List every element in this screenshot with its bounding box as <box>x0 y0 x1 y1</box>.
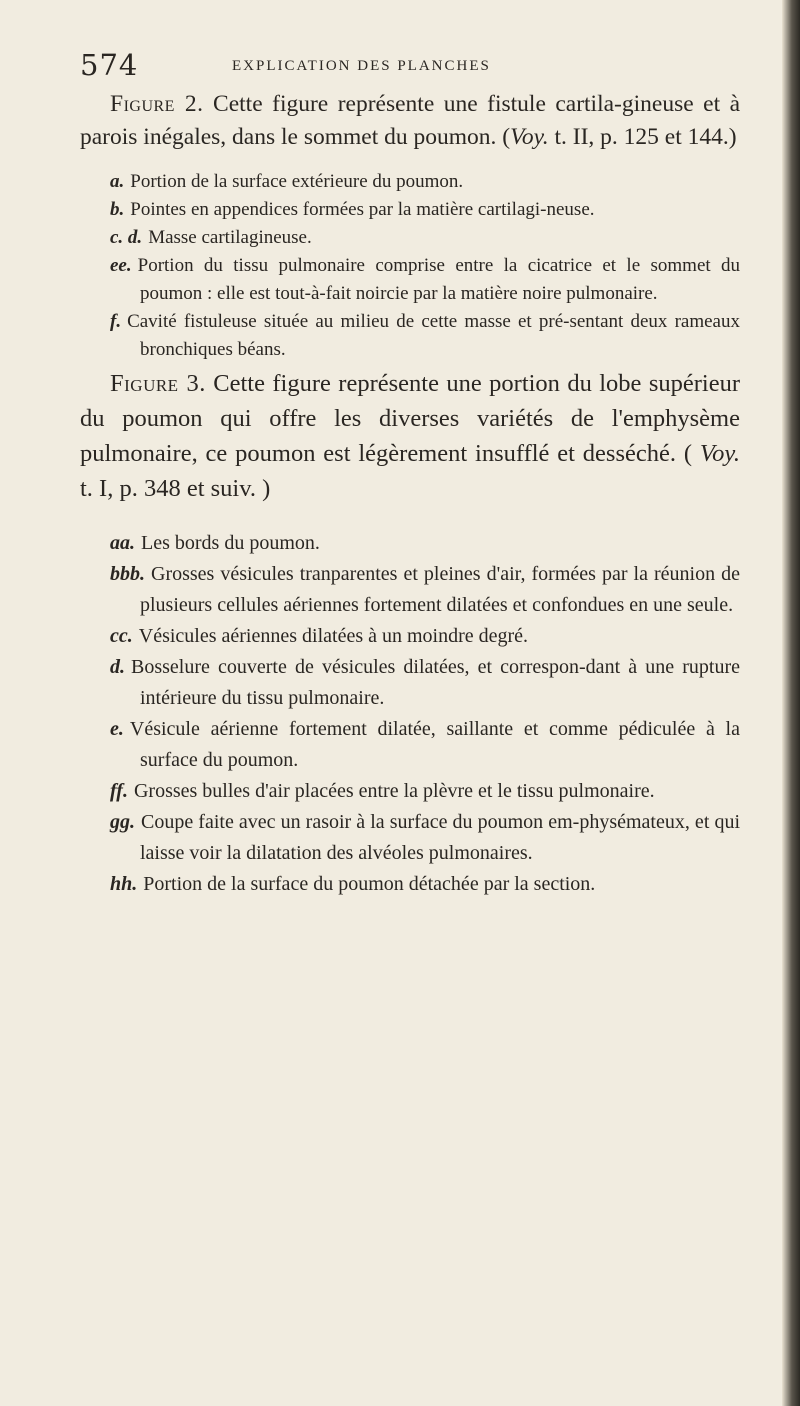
legend-text: Coupe faite avec un rasoir à la surface du poumon em-physémateux, et qui laisse voir la dilatation des alvéoles pulmonaires. <box>140 811 740 864</box>
legend-key: a. <box>110 171 125 192</box>
legend-item <box>110 196 740 224</box>
figure-2-section <box>80 88 740 364</box>
legend-key: ee. <box>110 255 132 276</box>
figure-3-legend <box>80 528 740 900</box>
legend-key: ff. <box>110 780 128 802</box>
running-head: EXPLICATION DES PLANCHES <box>232 58 491 74</box>
legend-item <box>110 528 740 559</box>
legend-item <box>110 168 740 196</box>
page-header <box>80 44 720 84</box>
legend-text: Grosses vésicules tranparentes et pleines d'air, formées par la réunion de plusieurs cellules aériennes fortement dilatées et confondues en une seule. <box>140 563 740 616</box>
figure-2-legend <box>80 168 740 364</box>
figure-2-ref-voy: Voy. <box>510 124 549 150</box>
figure-2-caption-text: Cette figure représente une fistule cartila-gineuse et à parois inégales, dans le sommet du poumon. <box>80 91 741 150</box>
page-number: 574 <box>80 48 139 82</box>
legend-item <box>110 714 740 776</box>
legend-item <box>110 252 740 308</box>
legend-key: f. <box>110 311 122 332</box>
figure-3-ref-voy: Voy. <box>699 440 740 467</box>
legend-key: d. <box>110 656 125 678</box>
legend-item <box>110 224 740 252</box>
legend-text: Bosselure couverte de vésicules dilatées, et correspon-dant à une rupture intérieure du tissu pulmonaire. <box>131 656 740 709</box>
legend-item <box>110 559 740 621</box>
legend-text: Portion du tissu pulmonaire comprise entre la cicatrice et le sommet du poumon : elle est tout-à-fait noircie par la matière noire pulmonaire. <box>137 255 740 304</box>
legend-text: Portion de la surface extérieure du poumon. <box>130 171 464 192</box>
figure-3-section <box>80 366 740 900</box>
legend-text: Portion de la surface du poumon détachée par la section. <box>143 873 596 895</box>
legend-item <box>110 776 740 807</box>
legend-key: e. <box>110 718 124 740</box>
figure-3-caption-text: Cette figure représente une portion du lobe supérieur du poumon qui offre les diverses variétés de l'emphysème pulmonaire, ce poumon est légèrement insufflé et desséché. <box>80 370 741 467</box>
legend-key: cc. <box>110 625 133 647</box>
legend-key: gg. <box>110 811 135 833</box>
figure-2-ref-rest: t. II, p. 125 et 144.) <box>548 124 737 150</box>
legend-key: c. d. <box>110 227 143 248</box>
page-edge-shadow <box>782 0 800 1406</box>
legend-key: bbb. <box>110 563 145 585</box>
legend-item <box>110 308 740 364</box>
figure-3-caption <box>80 366 740 506</box>
legend-text: Vésicule aérienne fortement dilatée, saillante et comme pédiculée à la surface du poumon. <box>129 718 740 771</box>
legend-text: Cavité fistuleuse située au milieu de cette masse et pré-sentant deux rameaux bronchiques béans. <box>127 311 740 360</box>
legend-item <box>110 652 740 714</box>
legend-item <box>110 807 740 869</box>
legend-item <box>110 621 740 652</box>
legend-key: aa. <box>110 532 135 554</box>
figure-2-caption <box>80 88 740 154</box>
legend-text: Les bords du poumon. <box>141 532 320 554</box>
figure-3-label: Figure 3. <box>110 370 206 397</box>
legend-key: hh. <box>110 873 138 895</box>
legend-text: Masse cartilagineuse. <box>148 227 312 248</box>
legend-text: Pointes en appendices formées par la matière cartilagi-neuse. <box>130 199 595 220</box>
figure-2-label: Figure 2. <box>110 91 204 117</box>
figure-3-ref-open: ( <box>683 440 700 467</box>
legend-text: Grosses bulles d'air placées entre la plèvre et le tissu pulmonaire. <box>133 780 655 802</box>
figure-3-ref-rest: t. I, p. 348 et suiv. ) <box>80 475 271 502</box>
legend-key: b. <box>110 199 125 220</box>
figure-2-ref-open: ( <box>502 124 511 150</box>
legend-item <box>110 869 740 900</box>
legend-text: Vésicules aériennes dilatées à un moindre degré. <box>138 625 529 647</box>
